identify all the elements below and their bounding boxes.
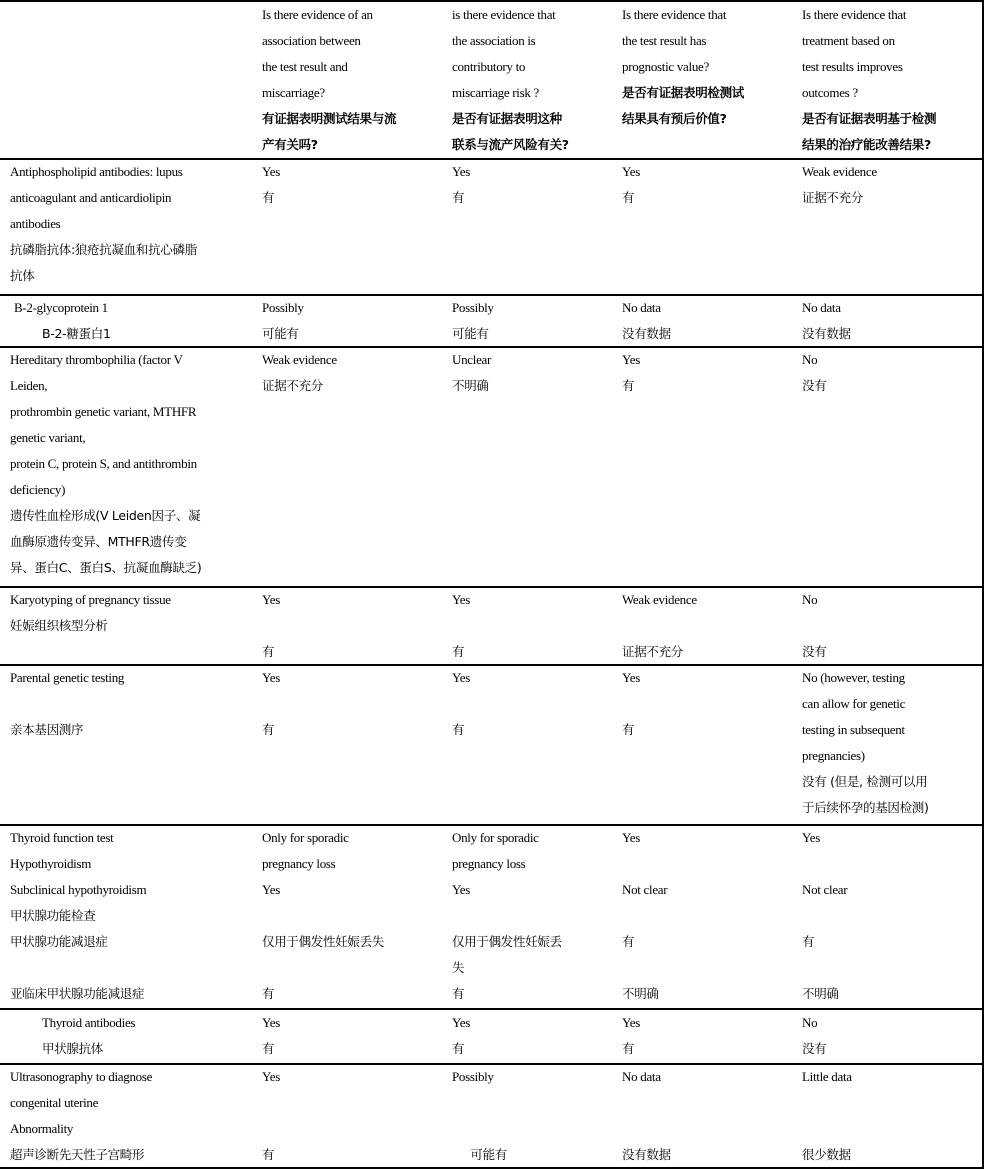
label-line-zh: 妊娠组织核型分析 <box>10 618 108 633</box>
cell-value-zh: 有 <box>452 190 465 205</box>
label-line-zh: 亲本基因测序 <box>10 722 84 737</box>
cell-spacer <box>622 903 667 929</box>
header-line: association between <box>262 33 361 48</box>
header-col-treatment <box>802 2 982 158</box>
label-line-zh: 甲状腺功能减退症 <box>10 934 108 949</box>
cell-value: Weak evidence <box>802 164 877 179</box>
cell-contributory <box>452 347 491 399</box>
cell-association <box>262 587 280 665</box>
cell-value-zh: 有 <box>262 986 275 1001</box>
cell-value: Yes <box>262 164 281 179</box>
label-line-zh: 血酶原遗传变异、MTHFR遗传变 <box>10 534 187 549</box>
cell-value-zh: 有 <box>622 378 635 393</box>
cell-value-zh: 有 <box>452 722 465 737</box>
cell-value-zh: 没有数据 <box>622 1147 671 1162</box>
cell-spacer <box>452 903 562 929</box>
header-line-zh: 有证据表明测试结果与流 <box>262 111 397 126</box>
row-label-karyotyping <box>10 587 248 639</box>
label-line: Abnormality <box>10 1121 74 1136</box>
header-line: is there evidence that <box>452 7 556 22</box>
cell-value: Unclear <box>452 352 492 367</box>
cell-spacer <box>802 1116 852 1142</box>
cell-treatment <box>802 825 847 1007</box>
cell-prognostic <box>622 295 671 347</box>
cell-value-zh: 不明确 <box>802 986 839 1001</box>
cell-spacer <box>622 1090 671 1116</box>
cell-value: pregnancy loss <box>262 856 336 871</box>
cell-association <box>262 295 304 347</box>
cell-value: Yes <box>622 830 641 845</box>
header-line: prognostic value? <box>622 59 709 74</box>
cell-value: Possibly <box>452 1069 494 1084</box>
cell-value-zh: 于后续怀孕的基因检测) <box>802 800 929 815</box>
label-line-zh: 甲状腺抗体 <box>42 1041 104 1056</box>
cell-contributory <box>452 159 470 211</box>
row-label-parental-genetic-testing <box>10 665 248 743</box>
header-line-zh: 结果具有预后价值? <box>622 111 727 126</box>
header-line: outcomes ? <box>802 85 858 100</box>
cell-value-zh: 仅用于偶发性妊娠丢失 <box>262 934 385 949</box>
header-col-association <box>262 2 447 158</box>
label-line: Karyotyping of pregnancy tissue <box>10 592 171 607</box>
cell-prognostic <box>622 347 640 399</box>
cell-value-zh: 有 <box>262 644 275 659</box>
cell-value: pregnancy loss <box>452 856 526 871</box>
label-line-zh: 抗磷脂抗体:狼疮抗凝血和抗心磷脂 <box>10 242 197 257</box>
cell-value: testing in subsequent <box>802 722 905 737</box>
cell-value-zh: 不明确 <box>622 986 659 1001</box>
cell-value-zh: 有 <box>802 934 815 949</box>
header-col-prognostic <box>622 2 797 132</box>
row-label-hereditary-thrombophilia <box>10 347 248 581</box>
cell-value-zh: 没有 <box>802 644 827 659</box>
label-spacer <box>10 691 248 717</box>
cell-value-zh: 有 <box>622 1041 635 1056</box>
header-line: the association is <box>452 33 536 48</box>
label-line-zh: B-2-糖蛋白1 <box>42 326 111 341</box>
cell-spacer <box>262 691 280 717</box>
cell-value: Yes <box>622 352 641 367</box>
label-line: Leiden, <box>10 378 48 393</box>
header-line-zh: 产有关吗? <box>262 137 318 152</box>
label-spacer <box>10 955 248 981</box>
cell-spacer <box>802 955 847 981</box>
cell-value: No (however, testing <box>802 670 905 685</box>
label-line: Parental genetic testing <box>10 670 125 685</box>
cell-value-zh: 没有数据 <box>622 326 671 341</box>
cell-spacer <box>262 1116 280 1142</box>
label-line: Hypothyroidism <box>10 856 92 871</box>
cell-spacer <box>622 851 667 877</box>
label-line: Ultrasonography to diagnose <box>10 1069 153 1084</box>
cell-treatment <box>802 1010 826 1062</box>
cell-treatment <box>802 665 929 821</box>
cell-value: Yes <box>452 164 471 179</box>
cell-value-zh: 有 <box>262 190 275 205</box>
header-line: miscarriage? <box>262 85 325 100</box>
header-line: treatment based on <box>802 33 895 48</box>
label-line: protein C, protein S, and antithrombin <box>10 456 197 471</box>
cell-prognostic <box>622 825 667 1007</box>
cell-contributory <box>452 295 494 347</box>
cell-value: Weak evidence <box>262 352 337 367</box>
cell-prognostic <box>622 1064 671 1168</box>
header-line: Is there evidence of an <box>262 7 373 22</box>
label-line: B-2-glycoprotein 1 <box>14 300 108 315</box>
cell-spacer <box>622 955 667 981</box>
label-line-zh: 甲状腺功能检查 <box>10 908 96 923</box>
label-line: congenital uterine <box>10 1095 99 1110</box>
cell-contributory <box>452 825 562 1007</box>
cell-value: Yes <box>262 882 281 897</box>
cell-value: No <box>802 1015 818 1030</box>
header-line-zh: 结果的治疗能改善结果? <box>802 137 931 152</box>
cell-value: Only for sporadic <box>262 830 349 845</box>
row-label-antiphospholipid <box>10 159 248 289</box>
cell-value-zh: 有 <box>262 722 275 737</box>
label-line: Thyroid function test <box>10 830 114 845</box>
label-line: prothrombin genetic variant, MTHFR <box>10 404 197 419</box>
label-line: antibodies <box>10 216 61 231</box>
cell-spacer <box>452 1090 507 1116</box>
cell-value-zh: 证据不充分 <box>622 644 684 659</box>
cell-value-zh: 没有数据 <box>802 326 851 341</box>
cell-association <box>262 159 280 211</box>
cell-value: Only for sporadic <box>452 830 539 845</box>
cell-value: Possibly <box>452 300 494 315</box>
cell-prognostic <box>622 159 640 211</box>
cell-value-zh: 有 <box>262 1041 275 1056</box>
cell-value: Yes <box>452 592 471 607</box>
cell-value: Yes <box>622 1015 641 1030</box>
cell-spacer <box>262 1090 280 1116</box>
cell-value: Yes <box>262 592 281 607</box>
cell-contributory <box>452 665 470 743</box>
cell-value-zh: 证据不充分 <box>802 190 864 205</box>
cell-spacer <box>452 691 470 717</box>
cell-value: Yes <box>452 882 471 897</box>
cell-spacer <box>802 903 847 929</box>
cell-value-zh: 有 <box>622 934 635 949</box>
cell-value: Yes <box>452 670 471 685</box>
label-line-zh: 异、蛋白C、蛋白S、抗凝血酶缺乏) <box>10 560 202 575</box>
cell-spacer <box>452 1116 507 1142</box>
cell-value-zh: 有 <box>622 190 635 205</box>
cell-value-zh: 可能有 <box>262 326 299 341</box>
cell-association <box>262 1010 280 1062</box>
cell-value-zh: 可能有 <box>452 326 489 341</box>
cell-prognostic <box>622 665 640 743</box>
row-label-ultrasonography <box>10 1064 248 1168</box>
cell-value: Weak evidence <box>622 592 697 607</box>
row-label-thyroid-function-test <box>10 825 248 1007</box>
label-line: Hereditary thrombophilia (factor V <box>10 352 183 367</box>
cell-value: can allow for genetic <box>802 696 906 711</box>
header-line-zh: 联系与流产风险有关? <box>452 137 569 152</box>
cell-spacer <box>262 955 384 981</box>
label-line: Thyroid antibodies <box>42 1015 136 1030</box>
cell-prognostic <box>622 1010 640 1062</box>
cell-value: Little data <box>802 1069 852 1084</box>
label-line-zh: 遗传性血栓形成(V Leiden因子、凝 <box>10 508 201 523</box>
header-line: Is there evidence that <box>802 7 907 22</box>
cell-value: Yes <box>452 1015 471 1030</box>
cell-value: Not clear <box>622 882 668 897</box>
label-line-zh: 超声诊断先天性子宫畸形 <box>10 1147 145 1162</box>
cell-treatment <box>802 587 826 665</box>
cell-value: No data <box>622 300 661 315</box>
cell-value: No <box>802 352 818 367</box>
label-line-zh: 抗体 <box>10 268 35 283</box>
cell-value: No data <box>802 300 841 315</box>
cell-treatment <box>802 1064 852 1168</box>
cell-value-zh: 失 <box>452 960 465 975</box>
cell-spacer <box>802 613 826 639</box>
cell-spacer <box>622 1116 671 1142</box>
cell-value-zh: 很少数据 <box>802 1147 851 1162</box>
header-col-contributory <box>452 2 617 158</box>
cell-value: No data <box>622 1069 661 1084</box>
cell-value: Yes <box>802 830 821 845</box>
header-line: test results improves <box>802 59 903 74</box>
cell-value-zh: 不明确 <box>452 378 489 393</box>
header-line-zh: 是否有证据表明基于检测 <box>802 111 937 126</box>
label-line: genetic variant, <box>10 430 86 445</box>
cell-contributory <box>452 1010 470 1062</box>
header-line: miscarriage risk ? <box>452 85 540 100</box>
header-line: the test result and <box>262 59 348 74</box>
cell-value-zh: 可能有 <box>452 1147 507 1162</box>
cell-value-zh: 有 <box>262 1147 275 1162</box>
cell-association <box>262 665 280 743</box>
cell-value: Yes <box>262 1069 281 1084</box>
cell-value: Not clear <box>802 882 848 897</box>
cell-value-zh: 没有 <box>802 1041 827 1056</box>
cell-treatment <box>802 295 851 347</box>
cell-spacer <box>622 613 697 639</box>
label-line: Subclinical hypothyroidism <box>10 882 147 897</box>
cell-value-zh: 有 <box>622 722 635 737</box>
cell-treatment <box>802 159 877 211</box>
cell-spacer <box>802 1090 852 1116</box>
cell-contributory <box>452 587 470 665</box>
cell-value: No <box>802 592 818 607</box>
cell-prognostic <box>622 587 697 665</box>
cell-association <box>262 347 337 399</box>
row-label-b2-glycoprotein <box>14 295 252 347</box>
cell-spacer <box>262 903 384 929</box>
cell-spacer <box>452 613 470 639</box>
cell-spacer <box>622 691 640 717</box>
cell-value: Yes <box>622 670 641 685</box>
cell-contributory <box>452 1064 507 1168</box>
header-line: contributory to <box>452 59 526 74</box>
header-line-zh: 是否有证据表明这种 <box>452 111 562 126</box>
cell-value-zh: 没有 (但是, 检测可以用 <box>802 774 928 789</box>
cell-value-zh: 有 <box>452 986 465 1001</box>
row-label-thyroid-antibodies <box>42 1010 250 1062</box>
header-line: Is there evidence that <box>622 7 727 22</box>
cell-value-zh: 证据不充分 <box>262 378 324 393</box>
label-line: anticoagulant and anticardiolipin <box>10 190 172 205</box>
cell-association <box>262 825 384 1007</box>
cell-value-zh: 有 <box>452 1041 465 1056</box>
cell-value: Yes <box>262 670 281 685</box>
cell-value: Yes <box>622 164 641 179</box>
header-line: the test result has <box>622 33 707 48</box>
cell-spacer <box>262 613 280 639</box>
cell-value-zh: 有 <box>452 644 465 659</box>
cell-association <box>262 1064 280 1168</box>
cell-value: Yes <box>262 1015 281 1030</box>
label-line: deficiency) <box>10 482 66 497</box>
label-line: Antiphospholipid antibodies: lupus <box>10 164 183 179</box>
cell-spacer <box>802 851 847 877</box>
cell-treatment <box>802 347 826 399</box>
header-line-zh: 是否有证据表明检测试 <box>622 85 745 100</box>
cell-value-zh: 没有 <box>802 378 827 393</box>
cell-value-zh: 仅用于偶发性妊娠丢 <box>452 934 562 949</box>
label-line-zh: 亚临床甲状腺功能减退症 <box>10 986 145 1001</box>
cell-value: Possibly <box>262 300 304 315</box>
cell-value: pregnancies) <box>802 748 865 763</box>
